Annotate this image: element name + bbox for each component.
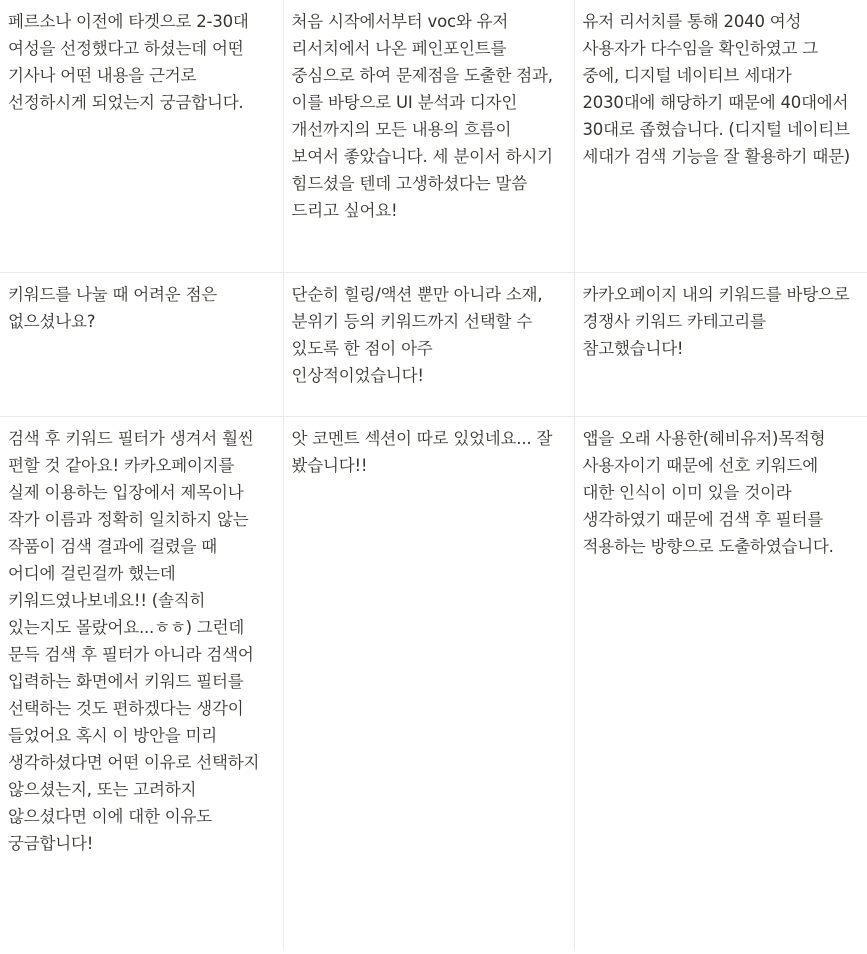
answer-cell[interactable] [574, 0, 867, 273]
question-cell[interactable] [0, 273, 283, 417]
table-row [0, 273, 867, 417]
answer-cell[interactable] [574, 273, 867, 417]
table-row [0, 0, 867, 273]
question-cell[interactable] [0, 417, 283, 951]
cell-text: 유저 리서치를 통해 2040 여성 사용자가 다수임을 확인하였고 그 중에, 디지털 네이티브 세대가 2030대에 해당하기 때문에 40대에서 30대로 좁혔습니다. (디지털 네이티브 세대가 검색 기능을 잘 활용하기 때문) [582, 12, 851, 166]
table-row [0, 417, 867, 951]
comment-cell[interactable] [283, 0, 574, 273]
comment-cell[interactable] [283, 273, 574, 417]
question-cell[interactable] [0, 0, 283, 273]
comment-cell[interactable] [283, 417, 574, 951]
cell-text: 페르소나 이전에 타겟으로 2-30대 여성을 선정했다고 하셨는데 어떤 기사나 어떤 내용을 근거로 선정하시게 되었는지 궁금합니다. [8, 12, 249, 112]
cell-text: 카카오페이지 내의 키워드를 바탕으로 경쟁사 키워드 카테고리를 참고했습니다! [582, 285, 850, 358]
cell-text: 처음 시작에서부터 voc와 유저 리서치에서 나온 페인포인트를 중심으로 하여 문제점을 도출한 점과, 이를 바탕으로 UI 분석과 디자인 개선까지의 모든 내용의 흐름이 보여서 좋았습니다. 세 분이서 하시기 힘드셨을 텐데 고생하셨다는 말씀 드리고 싶어요! [291, 12, 553, 220]
cell-text: 단순히 힐링/액션 뿐만 아니라 소재, 분위기 등의 키워드까지 선택할 수 있도록 한 점이 아주 인상적이었습니다! [291, 285, 543, 385]
cell-text: 검색 후 키워드 필터가 생겨서 훨씬 편할 것 같아요! 카카오페이지를 실제 이용하는 입장에서 제목이나 작가 이름과 정확히 일치하지 않는 작품이 검색 결과에 걸렸을 때 어디에 걸린걸까 했는데 키워드였나보네요!! (솔직히 있는지도 몰랐어요...ㅎㅎ) 그런데 문득 검색 후 필터가 아니라 검색어 입력하는 화면에서 키워드 필터를 선택하는 것도 편하겠다는 생각이 들었어요 혹시 이 방안을 미리 생각하셨다면 어떤 이유로 선택하지 않으셨는지, 또는 고려하지 않으셨다면 이에 대한 이유도 궁금합니다! [8, 429, 260, 853]
cell-text: 앗 코멘트 섹션이 따로 있었네요... 잘 봤습니다!! [291, 429, 553, 475]
cell-text: 앱을 오래 사용한(헤비유저)목적형 사용자이기 때문에 선호 키워드에 대한 인식이 이미 있을 것이라 생각하였기 때문에 검색 후 필터를 적용하는 방향으로 도출하였습니다. [582, 429, 834, 556]
cell-text: 키워드를 나눌 때 어려운 점은 없으셨나요? [8, 285, 218, 331]
answer-cell[interactable] [574, 417, 867, 951]
